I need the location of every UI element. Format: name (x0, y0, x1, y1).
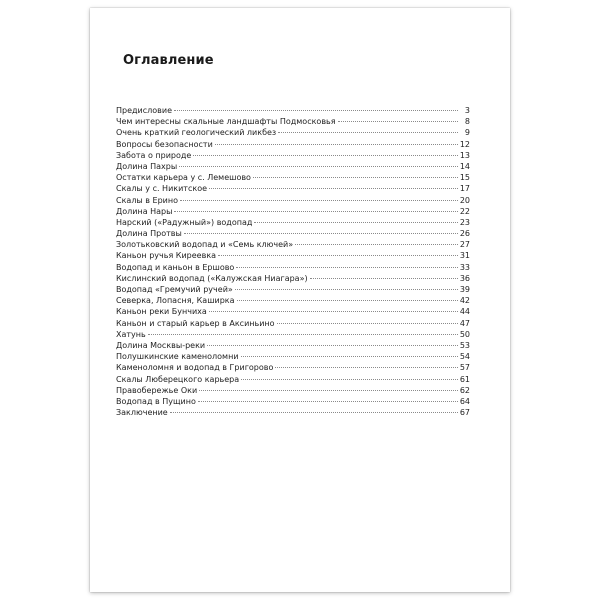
dot-leader (207, 345, 458, 346)
toc-entry-page-number: 9 (464, 128, 470, 138)
dot-leader (277, 323, 458, 324)
toc-entry (116, 295, 470, 306)
toc-entry (116, 206, 470, 217)
toc-entry (116, 228, 470, 239)
dot-leader (295, 244, 458, 245)
toc-entry (116, 139, 470, 150)
toc-entry (116, 306, 470, 317)
toc-entry-page-number: 67 (459, 408, 470, 418)
toc-entry (116, 105, 470, 116)
toc-entry-page-number: 39 (459, 285, 470, 294)
toc-entry-title: Правобережье Оки (116, 385, 198, 395)
toc-entry-page-number: 3 (464, 106, 470, 115)
toc-entry-title: Северка, Лопасня, Каширка (116, 296, 235, 306)
toc-entry-title: Хатунь (116, 329, 146, 339)
toc-entry (116, 374, 470, 385)
dot-leader (310, 278, 458, 279)
toc-entry (116, 273, 470, 284)
toc-entry-page-number: 17 (459, 184, 470, 194)
toc-entry-page-number: 64 (459, 396, 470, 406)
toc-entry-title: Долина Пахры (116, 161, 178, 171)
toc-entry-title: Очень краткий геологический ликбез (116, 128, 277, 138)
toc-entry-title: Скалы у с. Никитское (116, 184, 208, 194)
dot-leader (170, 412, 458, 413)
toc-entry-page-number: 36 (459, 273, 470, 283)
toc-entry-page-number: 27 (459, 240, 470, 250)
toc-entry (116, 195, 470, 206)
toc-entry (116, 396, 470, 407)
toc-entry-page-number: 14 (459, 161, 470, 171)
dot-leader (254, 222, 457, 223)
dot-leader (338, 121, 458, 122)
toc-entry-title: Долина Нары (116, 206, 173, 216)
toc-entry-title: Кислинский водопад («Калужская Ниагара») (116, 273, 308, 283)
dot-leader (198, 401, 458, 402)
toc-entry-page-number: 13 (459, 150, 470, 160)
toc-entry-page-number: 50 (459, 329, 470, 339)
toc-entry-title: Каньон реки Бунчиха (116, 307, 207, 317)
dot-leader (174, 110, 458, 111)
dot-leader (199, 390, 458, 391)
dot-leader (179, 166, 458, 167)
toc-entry (116, 340, 470, 351)
toc-entry-page-number: 61 (459, 374, 470, 384)
toc-entry (116, 351, 470, 362)
toc-entry-title: Каньон и старый карьер в Аксиньино (116, 318, 275, 328)
toc-entry-page-number: 15 (459, 173, 470, 183)
toc-entry (116, 284, 470, 295)
toc-entry-page-number: 53 (459, 340, 470, 350)
book-page (90, 8, 510, 592)
toc-entry-title: Золотьковский водопад и «Семь ключей» (116, 240, 294, 250)
toc-entry (116, 172, 470, 183)
toc-entry (116, 385, 470, 396)
toc-entry-page-number: 23 (459, 217, 470, 227)
toc-entry-title: Забота о природе (116, 150, 192, 160)
table-of-contents (116, 105, 470, 418)
dot-leader (174, 211, 457, 212)
toc-entry-page-number: 47 (459, 318, 470, 328)
toc-entry-page-number: 8 (464, 117, 470, 127)
dot-leader (148, 334, 458, 335)
toc-entry-title: Предисловие (116, 106, 172, 115)
toc-entry-title: Водопад в Пущино (116, 396, 196, 406)
toc-entry (116, 250, 470, 261)
dot-leader (253, 177, 458, 178)
dot-leader (278, 132, 458, 133)
toc-entry (116, 239, 470, 250)
toc-entry-title: Каньон ручья Киреевка (116, 251, 217, 261)
toc-entry-title: Нарский («Радужный») водопад (116, 217, 253, 227)
toc-entry-title: Водопад «Гремучий ручей» (116, 285, 233, 294)
toc-entry-page-number: 12 (459, 139, 470, 149)
toc-entry (116, 329, 470, 340)
toc-entry-page-number: 42 (459, 296, 470, 306)
toc-entry-page-number: 57 (459, 363, 470, 373)
toc-entry-page-number: 20 (459, 195, 470, 205)
toc-entry-title: Остатки карьера у с. Лемешово (116, 173, 251, 183)
dot-leader (184, 233, 458, 234)
toc-entry (116, 127, 470, 138)
toc-entry-title: Полушкинские каменоломни (116, 352, 239, 362)
toc-entry (116, 183, 470, 194)
toc-entry (116, 217, 470, 228)
toc-entry (116, 407, 470, 418)
toc-entry-page-number: 33 (459, 262, 470, 272)
toc-entry-title: Каменоломня и водопад в Григорово (116, 363, 274, 373)
dot-leader (275, 367, 457, 368)
dot-leader (241, 356, 458, 357)
toc-entry-page-number: 26 (459, 229, 470, 239)
toc-entry-page-number: 62 (459, 385, 470, 395)
dot-leader (235, 289, 458, 290)
toc-entry-title: Скалы Люберецкого карьера (116, 374, 240, 384)
toc-entry (116, 161, 470, 172)
toc-entry-title: Водопад и каньон в Ершово (116, 262, 235, 272)
page-title: Оглавление (123, 53, 214, 68)
dot-leader (180, 200, 458, 201)
dot-leader (241, 379, 458, 380)
toc-entry (116, 116, 470, 127)
toc-entry-page-number: 54 (459, 352, 470, 362)
dot-leader (215, 144, 458, 145)
toc-entry-title: Долина Москвы-реки (116, 340, 206, 350)
toc-entry-title: Скалы в Ерино (116, 195, 179, 205)
toc-entry (116, 362, 470, 373)
toc-entry-title: Вопросы безопасности (116, 139, 213, 149)
toc-entry-page-number: 31 (459, 251, 470, 261)
toc-entry-title: Чем интересны скальные ландшафты Подмосковья (116, 117, 336, 127)
toc-entry-title: Долина Протвы (116, 229, 182, 239)
toc-entry (116, 318, 470, 329)
dot-leader (237, 300, 458, 301)
toc-entry-page-number: 22 (459, 206, 470, 216)
dot-leader (236, 267, 457, 268)
toc-entry (116, 262, 470, 273)
dot-leader (209, 188, 458, 189)
dot-leader (193, 155, 457, 156)
dot-leader (209, 311, 458, 312)
toc-entry-page-number: 44 (459, 307, 470, 317)
toc-entry (116, 150, 470, 161)
toc-entry-title: Заключение (116, 408, 168, 418)
dot-leader (218, 255, 458, 256)
